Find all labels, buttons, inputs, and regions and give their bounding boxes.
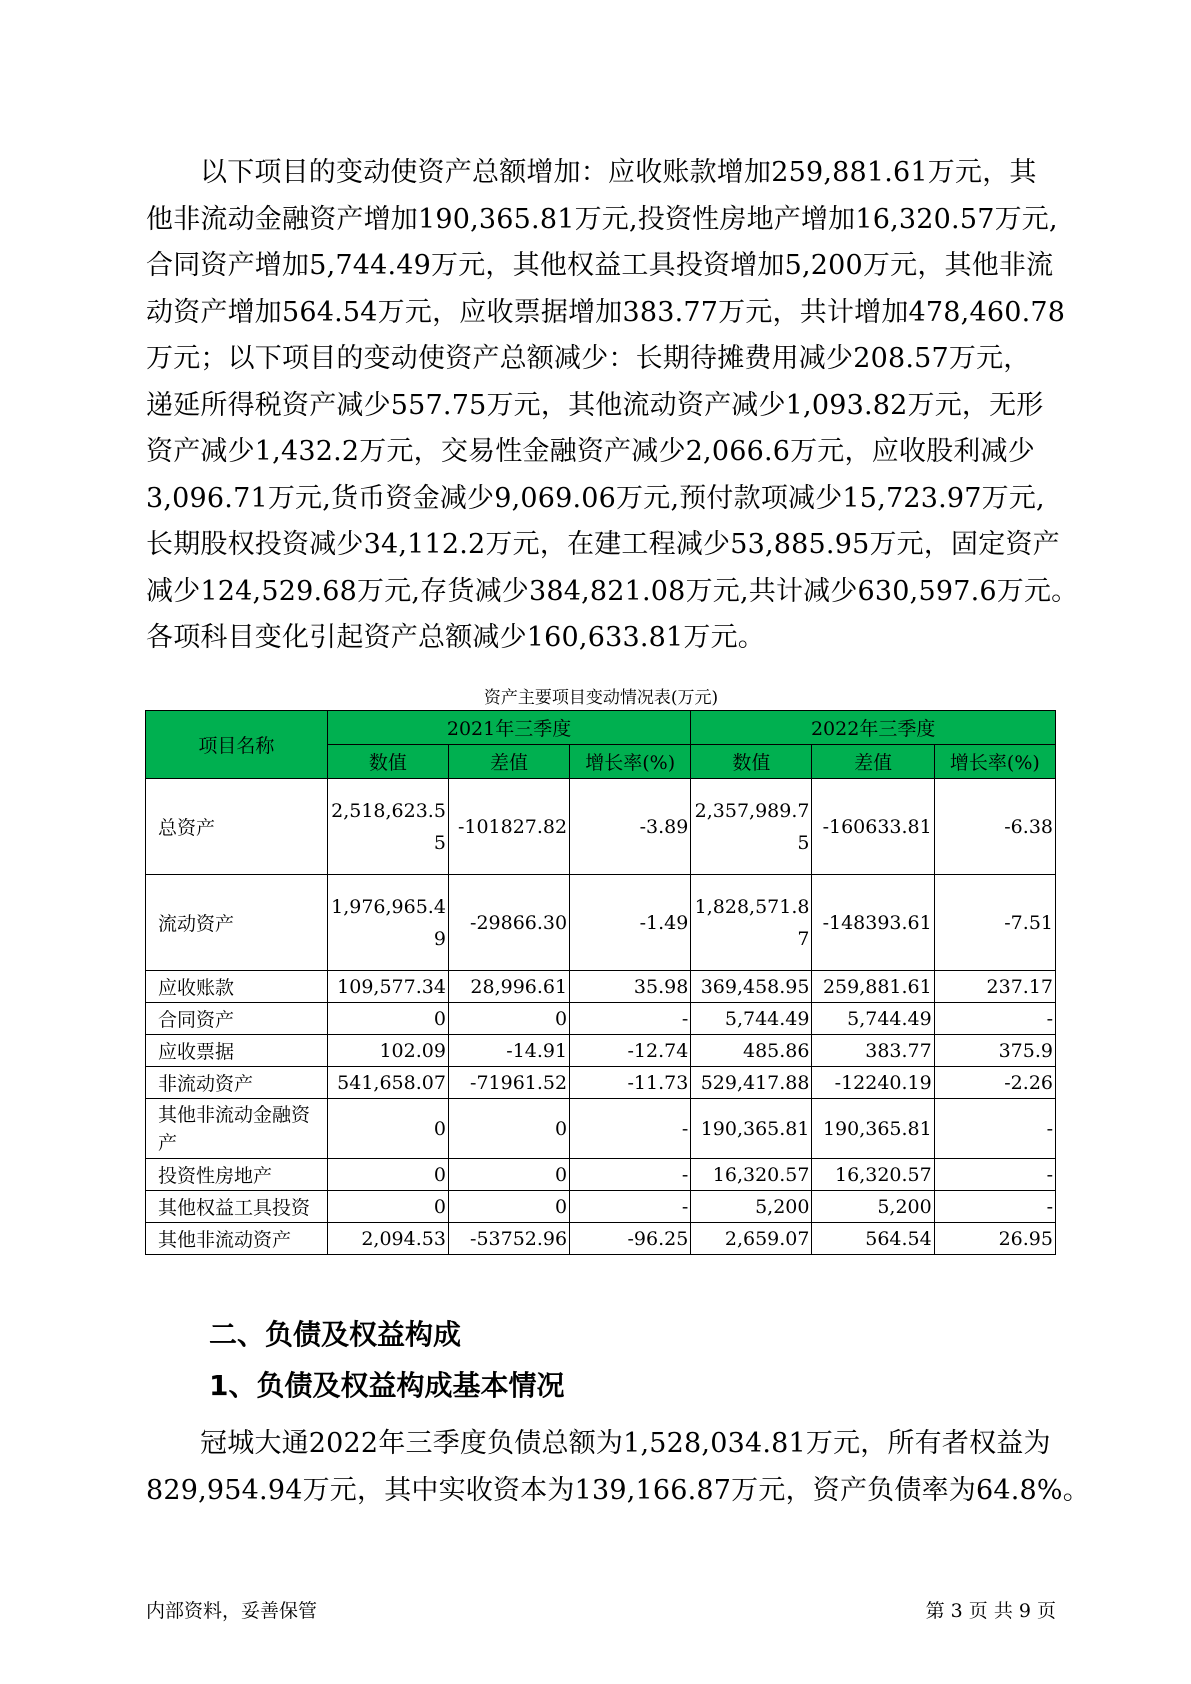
cell-d1: -29866.30 [448, 875, 569, 971]
cell-d2: -148393.61 [812, 875, 934, 971]
asset-change-paragraph [146, 150, 1079, 662]
cell-v1: 0 [327, 1159, 448, 1191]
paragraph1-line: 递延所得税资产减少557.75万元，其他流动资产减少1,093.82万元，无形 [146, 389, 1044, 421]
cell-d2: 5,744.49 [812, 1003, 934, 1035]
row-name-cell: 流动资产 [146, 875, 328, 971]
sub-heading: 1、负债及权益构成基本情况 [209, 1369, 565, 1402]
cell-g2: 237.17 [934, 971, 1055, 1003]
footer-confidential-note: 内部资料，妥善保管 [146, 1600, 318, 1622]
cell-d2: 259,881.61 [812, 971, 934, 1003]
cell-g2: -6.38 [934, 779, 1055, 875]
cell-g2: -2.26 [934, 1067, 1055, 1099]
cell-v2: 2,357,989.75 [691, 779, 812, 875]
cell-g1: -1.49 [570, 875, 691, 971]
table-row [146, 1003, 1056, 1035]
sub-header-value-2022: 数值 [691, 745, 812, 779]
cell-g1: - [570, 1099, 691, 1159]
cell-v1: 109,577.34 [327, 971, 448, 1003]
cell-d1: 0 [448, 1003, 569, 1035]
row-name-cell: 应收账款 [146, 971, 328, 1003]
row-name-cell: 投资性房地产 [146, 1159, 328, 1191]
section-heading: 二、负债及权益构成 [209, 1318, 462, 1351]
row-name-cell: 其他权益工具投资 [146, 1191, 328, 1223]
sub-header-value-2021: 数值 [327, 745, 448, 779]
table-row [146, 971, 1056, 1003]
liability-paragraph [146, 1421, 1090, 1514]
cell-d1: 0 [448, 1191, 569, 1223]
paragraph1-line: 动资产增加564.54万元，应收票据增加383.77万元，共计增加478,460.78 [146, 296, 1066, 328]
cell-d2: 16,320.57 [812, 1159, 934, 1191]
row-name-cell: 其他非流动金融资产 [146, 1099, 328, 1159]
cell-v2: 5,744.49 [691, 1003, 812, 1035]
cell-v2: 485.86 [691, 1035, 812, 1067]
cell-g1: 35.98 [570, 971, 691, 1003]
cell-v2: 529,417.88 [691, 1067, 812, 1099]
row-name-cell: 合同资产 [146, 1003, 328, 1035]
cell-v2: 1,828,571.87 [691, 875, 812, 971]
cell-g1: -3.89 [570, 779, 691, 875]
table-row [146, 1223, 1056, 1255]
cell-v2: 16,320.57 [691, 1159, 812, 1191]
col-header-period-2021: 2021年三季度 [327, 711, 691, 745]
table-body [146, 779, 1056, 1255]
paragraph1-line: 他非流动金融资产增加190,365.81万元,投资性房地产增加16,320.57万元, [146, 203, 1058, 235]
cell-d2: 5,200 [812, 1191, 934, 1223]
table-row [146, 1159, 1056, 1191]
cell-v2: 369,458.95 [691, 971, 812, 1003]
sub-header-growth-2022: 增长率(%) [934, 745, 1055, 779]
cell-g1: - [570, 1191, 691, 1223]
col-header-name: 项目名称 [146, 711, 328, 779]
col-header-period-2022: 2022年三季度 [691, 711, 1056, 745]
cell-d1: -53752.96 [448, 1223, 569, 1255]
paragraph1-line: 以下项目的变动使资产总额增加：应收账款增加259,881.61万元，其 [200, 157, 1037, 188]
row-name-cell: 总资产 [146, 779, 328, 875]
cell-v1: 2,094.53 [327, 1223, 448, 1255]
cell-g1: -11.73 [570, 1067, 691, 1099]
cell-g2: - [934, 1003, 1055, 1035]
cell-d2: -12240.19 [812, 1067, 934, 1099]
cell-g2: - [934, 1099, 1055, 1159]
cell-v1: 2,518,623.55 [327, 779, 448, 875]
cell-d1: -14.91 [448, 1035, 569, 1067]
cell-g1: -96.25 [570, 1223, 691, 1255]
row-name-cell: 其他非流动资产 [146, 1223, 328, 1255]
paragraph1-line: 合同资产增加5,744.49万元，其他权益工具投资增加5,200万元，其他非流 [146, 250, 1054, 281]
cell-g1: -12.74 [570, 1035, 691, 1067]
cell-g2: - [934, 1159, 1055, 1191]
paragraph1-line: 长期股权投资减少34,112.2万元，在建工程减少53,885.95万元，固定资产 [146, 529, 1060, 560]
cell-v1: 541,658.07 [327, 1067, 448, 1099]
row-name-cell: 应收票据 [146, 1035, 328, 1067]
asset-change-table [145, 710, 1056, 1255]
cell-v1: 102.09 [327, 1035, 448, 1067]
sub-header-diff-2021: 差值 [448, 745, 569, 779]
cell-v1: 0 [327, 1191, 448, 1223]
cell-v2: 2,659.07 [691, 1223, 812, 1255]
cell-d2: 383.77 [812, 1035, 934, 1067]
cell-v2: 190,365.81 [691, 1099, 812, 1159]
cell-g2: - [934, 1191, 1055, 1223]
row-name-cell: 非流动资产 [146, 1067, 328, 1099]
table-row [146, 875, 1056, 971]
cell-g2: 375.9 [934, 1035, 1055, 1067]
table-row [146, 1191, 1056, 1223]
cell-v1: 1,976,965.49 [327, 875, 448, 971]
paragraph2-line: 冠城大通2022年三季度负债总额为1,528,034.81万元，所有者权益为 [200, 1428, 1051, 1459]
cell-g1: - [570, 1003, 691, 1035]
paragraph1-line: 万元；以下项目的变动使资产总额减少：长期待摊费用减少208.57万元， [146, 343, 1031, 374]
table-row [146, 1099, 1056, 1159]
paragraph1-line: 资产减少1,432.2万元，交易性金融资产减少2,066.6万元，应收股利减少 [146, 436, 1035, 467]
cell-d2: 190,365.81 [812, 1099, 934, 1159]
cell-d1: 0 [448, 1099, 569, 1159]
cell-v2: 5,200 [691, 1191, 812, 1223]
sub-header-growth-2021: 增长率(%) [570, 745, 691, 779]
cell-d1: 0 [448, 1159, 569, 1191]
sub-header-diff-2022: 差值 [812, 745, 934, 779]
table-row [146, 1067, 1056, 1099]
cell-d1: -71961.52 [448, 1067, 569, 1099]
cell-v1: 0 [327, 1003, 448, 1035]
cell-v1: 0 [327, 1099, 448, 1159]
paragraph1-line: 减少124,529.68万元,存货减少384,821.08万元,共计减少630,597.6万元。 [146, 575, 1079, 607]
table-row [146, 1035, 1056, 1067]
table-row [146, 779, 1056, 875]
paragraph2-line: 829,954.94万元，其中实收资本为139,166.87万元，资产负债率为64.8%。 [146, 1474, 1090, 1506]
table-caption: 资产主要项目变动情况表(万元) [483, 688, 719, 708]
cell-g1: - [570, 1159, 691, 1191]
paragraph1-line: 3,096.71万元,货币资金减少9,069.06万元,预付款项减少15,723.97万元, [146, 482, 1045, 514]
paragraph1-line: 各项科目变化引起资产总额减少160,633.81万元。 [146, 622, 765, 653]
footer-page-number: 第 3 页 共 9 页 [925, 1600, 1056, 1622]
cell-d1: 28,996.61 [448, 971, 569, 1003]
cell-g2: -7.51 [934, 875, 1055, 971]
cell-g2: 26.95 [934, 1223, 1055, 1255]
cell-d2: 564.54 [812, 1223, 934, 1255]
cell-d1: -101827.82 [448, 779, 569, 875]
cell-d2: -160633.81 [812, 779, 934, 875]
